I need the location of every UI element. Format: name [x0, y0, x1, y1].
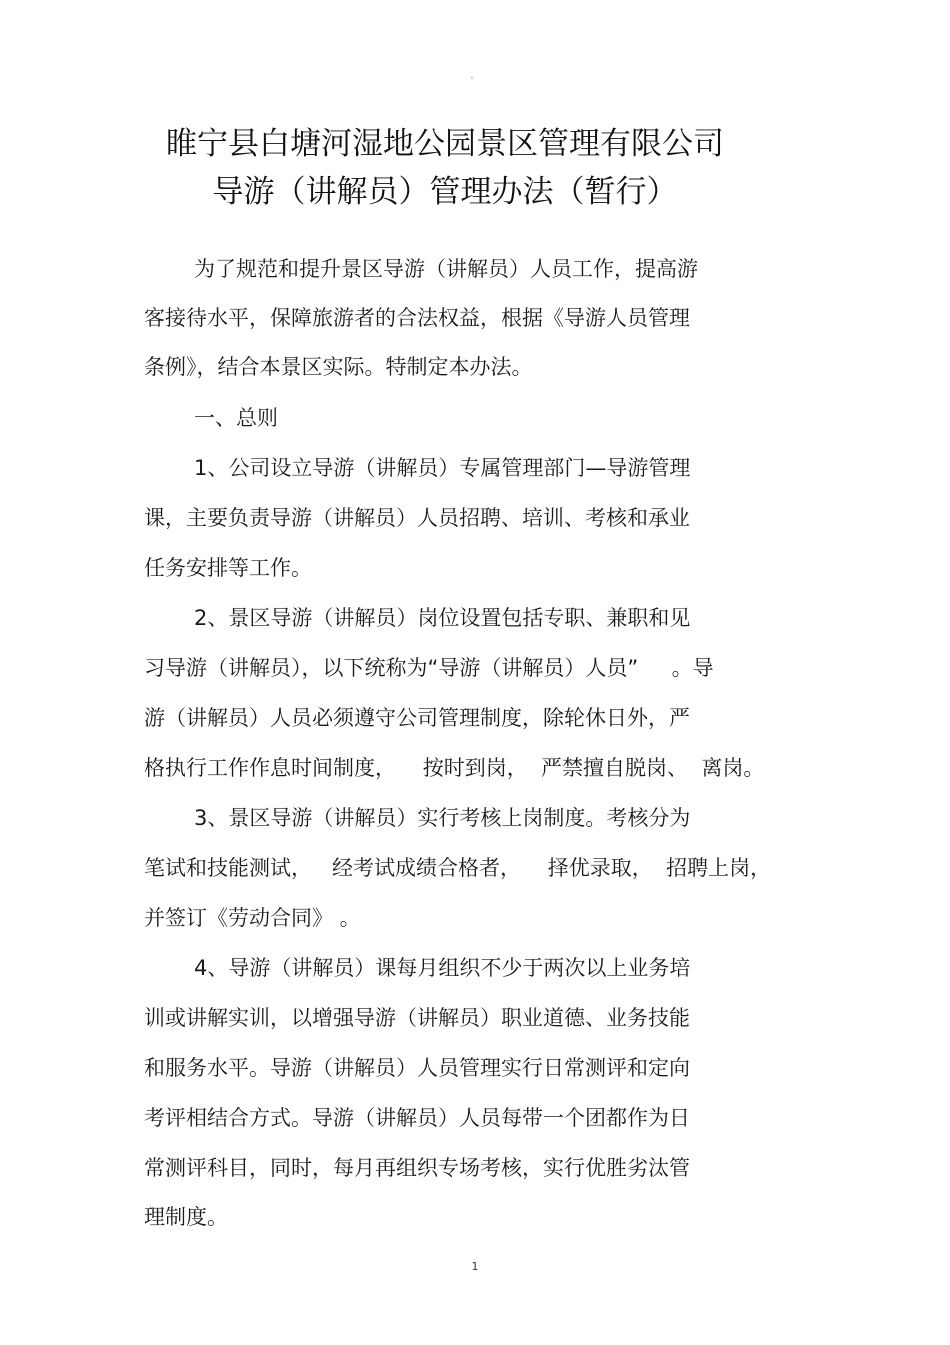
- body-line: 客接待水平，保障旅游者的合法权益，根据《导游人员管理: [144, 306, 690, 330]
- body-line: 训或讲解实训，以增强导游（讲解员）职业道德、业务技能: [144, 1006, 690, 1030]
- body-line: 游（讲解员）人员必须遵守公司管理制度，除轮休日外，严: [144, 706, 690, 730]
- body-line: 课，主要负责导游（讲解员）人员招聘、培训、考核和承业: [144, 506, 690, 530]
- body-line: 格执行工作作息时间制度， 按时到岗， 严禁擅自脱岗、 离岗。: [144, 756, 765, 780]
- body-line: 考评相结合方式。导游（讲解员）人员每带一个团都作为日: [144, 1106, 690, 1130]
- body-line: 理制度。: [144, 1205, 228, 1229]
- top-mark: 。: [470, 71, 480, 81]
- body-line: 任务安排等工作。: [144, 556, 312, 580]
- body-line: 和服务水平。导游（讲解员）人员管理实行日常测评和定向: [144, 1056, 690, 1080]
- document-title-line-1: 睢宁县白塘河湿地公园景区管理有限公司: [166, 126, 724, 162]
- body-line: 条例》，结合本景区实际。特制定本办法。: [144, 355, 533, 379]
- body-line: 3、景区导游（讲解员）实行考核上岗制度。考核分为: [194, 806, 691, 830]
- section-heading: 一、总则: [194, 406, 278, 430]
- body-line: 常测评科目，同时，每月再组织专场考核，实行优胜劣汰管: [144, 1156, 690, 1180]
- body-line: 笔试和技能测试， 经考试成绩合格者， 择优录取， 招聘上岗，: [144, 856, 772, 880]
- body-line: 1、公司设立导游（讲解员）专属管理部门—导游管理: [194, 456, 691, 480]
- body-line: 并签订《劳动合同》 。: [144, 906, 361, 930]
- document-title-line-2: 导游（讲解员）管理办法（暂行）: [212, 174, 678, 210]
- body-line: 2、景区导游（讲解员）岗位设置包括专职、兼职和见: [194, 606, 691, 630]
- body-line: 4、导游（讲解员）课每月组织不少于两次以上业务培: [194, 956, 691, 980]
- page-number: 1: [471, 1260, 479, 1273]
- body-line: 为了规范和提升景区导游（讲解员）人员工作，提高游: [194, 257, 698, 281]
- body-line: 习导游（讲解员），以下统称为“导游（讲解员）人员” 。导: [144, 656, 714, 680]
